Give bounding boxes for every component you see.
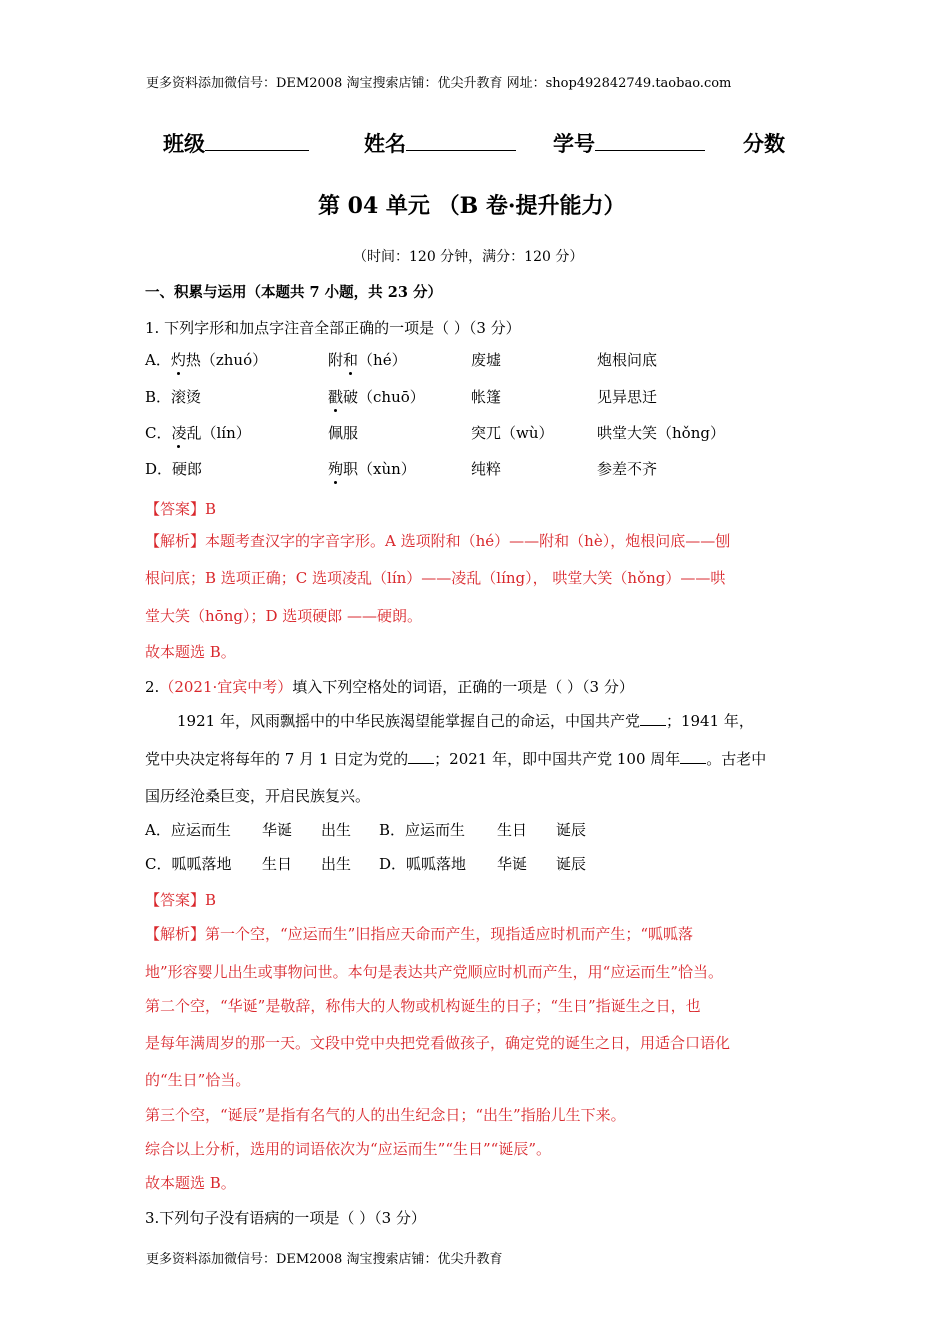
q2-conclusion: 故本题选 B。 [145,1174,236,1192]
q2-analysis-line-7: 综合以上分析，选用的词语依次为“应运而生”“生日”“诞辰”。 [145,1140,552,1158]
page-header: 更多资料添加微信号：DEM2008 淘宝搜索店铺：优尖升教育 网址：shop492842749.taobao.com [146,76,732,91]
q2-stem: 2.（2021·宜宾中考）填入下列空格处的词语，正确的一项是（ ）（3 分） [145,678,634,696]
page-footer: 更多资料添加微信号：DEM2008 淘宝搜索店铺：优尖升教育 [146,1252,503,1267]
q1-analysis-line-2: 根问底；B 选项正确；C 选项凌乱（lín）——凌乱（líng）， 哄堂大笑（hǒng）——哄 [145,569,726,587]
q2-analysis-line-6: 第三个空，“诞辰”是指有名气的人的出生纪念日；“出生”指胎儿生下来。 [145,1106,626,1124]
q2-passage-line-2: 党中央决定将每年的 7 月 1 日定为党的 ；2021 年，即中国共产党 100 周年 。古老中 [145,750,767,768]
score-field: 分数 [743,131,785,156]
q2-answer: 【答案】B [145,891,217,909]
q2-analysis-line-1: 【解析】第一个空，“应运而生”旧指应天命而产生，现指适应时机而产生；“呱呱落 [145,925,694,943]
q1-stem: 1. 下列字形和加点字注音全部正确的一项是（ ）（3 分） [145,319,521,337]
q2-passage-line-3: 国历经沧桑巨变，开启民族复兴。 [145,787,371,805]
q2-analysis-line-3: 第二个空，“华诞”是敬辞，称伟大的人物或机构诞生的日子；“生日”指诞生之日，也 [145,997,701,1015]
q2-analysis-line-2: 地”形容婴儿出生或事物问世。本句是表达共产党顺应时机而产生，用“应运而生”恰当。 [145,963,724,981]
q2-passage-line-1: 1921 年，风雨飘摇中的中华民族渴望能掌握自己的命运，中国共产党 ；1941 年， [177,712,754,730]
q3-stem: 3.下列句子没有语病的一项是（ ）（3 分） [145,1209,426,1227]
q2-analysis-line-4: 是每年满周岁的那一天。文段中党中央把党看做孩子，确定党的诞生之日，用适合口语化 [145,1034,731,1052]
page-title: 第 04 单元 （B 卷·提升能力） [318,193,626,219]
section-heading: 一、积累与运用（本题共 7 小题，共 23 分） [145,284,442,301]
q2-source: （2021·宜宾中考） [159,678,293,696]
subtitle: （时间：120 分钟，满分：120 分） [353,249,584,265]
class-field[interactable]: 班级 [163,128,309,158]
q2-analysis-line-5: 的“生日”恰当。 [145,1071,251,1089]
name-field[interactable]: 姓名 [364,128,516,158]
student-id-field[interactable]: 学号 [553,128,705,158]
q1-answer: 【答案】B [145,500,217,518]
q1-analysis-line-1: 【解析】本题考查汉字的字音字形。A 选项附和（hé）——附和（hè），炮根问底——刨 [145,532,731,550]
q1-conclusion: 故本题选 B。 [145,643,236,661]
q1-analysis-line-3: 堂大笑（hōng）；D 选项硬郎 ——硬朗。 [145,607,423,625]
